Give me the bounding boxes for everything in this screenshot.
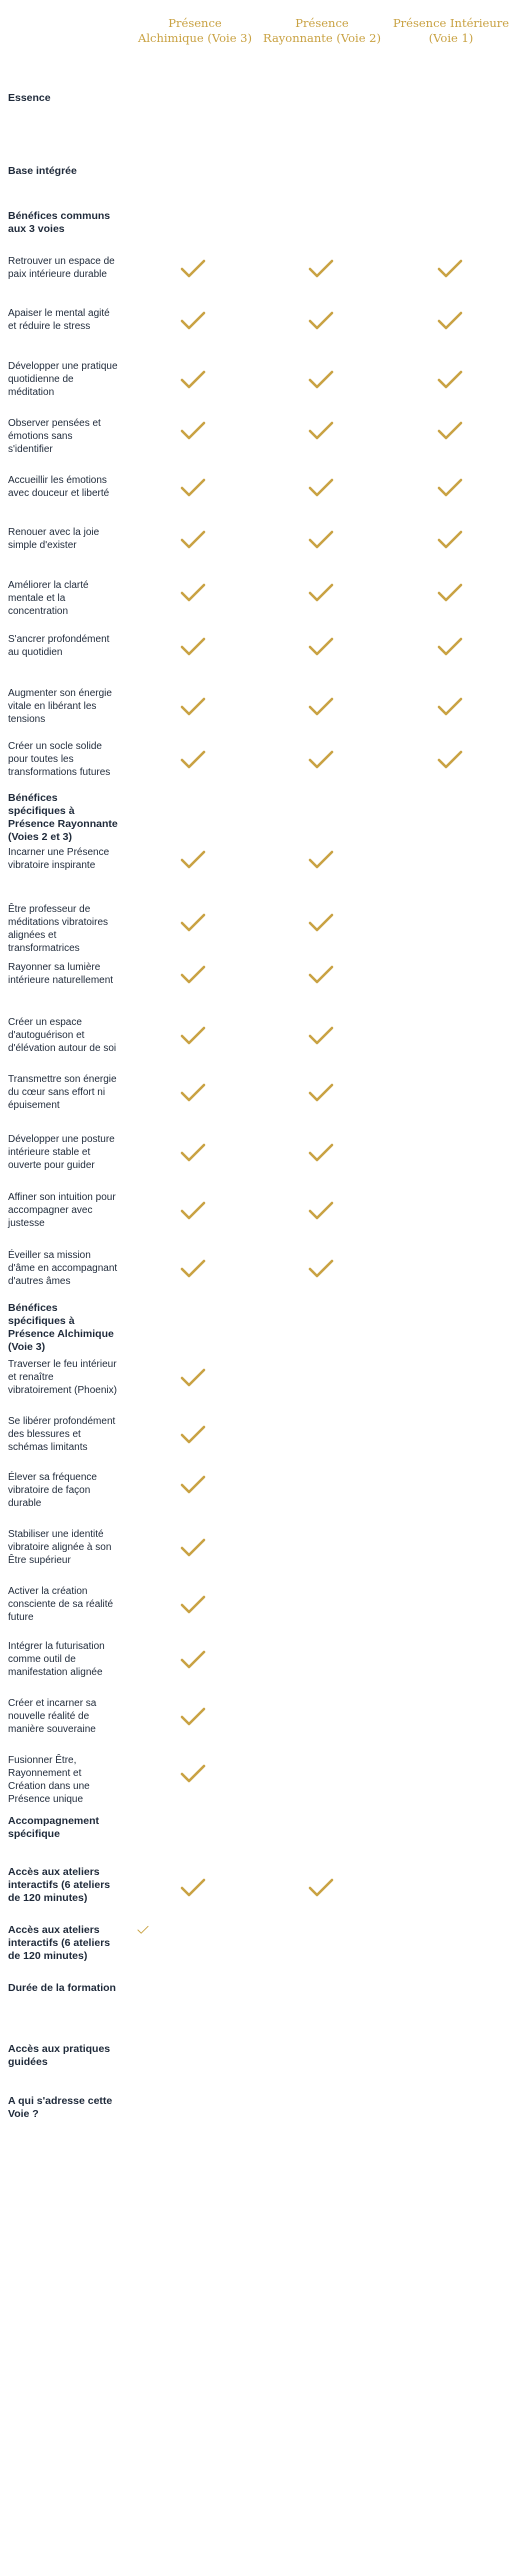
checkmark-icon xyxy=(180,1083,206,1103)
checkmark-icon xyxy=(137,1925,149,1935)
checkmark-icon xyxy=(308,311,334,331)
checkmark-icon xyxy=(437,370,463,390)
checkmark-icon xyxy=(308,1026,334,1046)
checkmark-icon xyxy=(180,850,206,870)
section-label: Accès aux pratiques guidées xyxy=(8,2043,111,2068)
checkmark-icon xyxy=(437,583,463,603)
checkmark-icon xyxy=(180,913,206,933)
checkmark-icon xyxy=(308,1143,334,1163)
row-label: Stabiliser une identité vibratoire alignée à son Être supérieur xyxy=(8,1529,112,1566)
checkmark-icon xyxy=(180,965,206,985)
checkmark-icon xyxy=(437,530,463,550)
checkmark-icon xyxy=(308,583,334,603)
row-label: Traverser le feu intérieur et renaître vibratoirement (Phoenix) xyxy=(8,1359,117,1396)
checkmark-icon xyxy=(308,1083,334,1103)
checkmark-icon xyxy=(180,583,206,603)
checkmark-icon xyxy=(308,530,334,550)
section-label: A qui s'adresse cette Voie ? xyxy=(8,2095,113,2120)
row-label: Développer une posture intérieure stable et ouverte pour guider xyxy=(8,1134,115,1171)
checkmark-icon xyxy=(180,421,206,441)
checkmark-icon xyxy=(180,1764,206,1784)
checkmark-icon xyxy=(437,697,463,717)
column-title-voie-3: Présence Alchimique (Voie 3) xyxy=(138,16,252,45)
checkmark-icon xyxy=(308,1259,334,1279)
checkmark-icon xyxy=(180,530,206,550)
checkmark-icon xyxy=(180,311,206,331)
row-label: Activer la création consciente de sa réalité future xyxy=(8,1586,114,1623)
checkmark-icon xyxy=(180,1707,206,1727)
checkmark-icon xyxy=(308,1878,334,1898)
row-label: Développer une pratique quotidienne de méditation xyxy=(8,361,118,398)
checkmark-icon xyxy=(308,1201,334,1221)
checkmark-icon xyxy=(437,637,463,657)
row-label: Créer un espace d'autoguérison et d'élévation autour de soi xyxy=(8,1017,117,1054)
row-label: S'ancrer profondément au quotidien xyxy=(8,634,110,658)
row-label: Incarner une Présence vibratoire inspirante xyxy=(8,847,110,871)
row-label: Intégrer la futurisation comme outil de manifestation alignée xyxy=(8,1641,105,1678)
checkmark-icon xyxy=(180,750,206,770)
checkmark-icon xyxy=(308,850,334,870)
checkmark-icon xyxy=(437,750,463,770)
checkmark-icon xyxy=(180,1259,206,1279)
checkmark-icon xyxy=(180,259,206,279)
checkmark-icon xyxy=(308,259,334,279)
checkmark-icon xyxy=(180,1201,206,1221)
row-label: Créer un socle solide pour toutes les transformations futures xyxy=(8,741,111,778)
checkmark-icon xyxy=(180,1026,206,1046)
row-label: Être professeur de méditations vibratoires alignées et transformatrices xyxy=(8,904,109,954)
row-label: Rayonner sa lumière intérieure naturellement xyxy=(8,962,114,986)
checkmark-icon xyxy=(308,637,334,657)
checkmark-icon xyxy=(437,478,463,498)
row-label: Élever sa fréquence vibratoire de façon durable xyxy=(8,1472,97,1509)
row-label: Renouer avec la joie simple d'exister xyxy=(8,527,100,551)
checkmark-icon xyxy=(180,478,206,498)
section-label: Base intégrée xyxy=(8,165,77,177)
checkmark-icon xyxy=(308,478,334,498)
checkmark-icon xyxy=(180,1475,206,1495)
row-label: Augmenter son énergie vitale en libérant les tensions xyxy=(8,688,112,725)
column-title-voie-2: Présence Rayonnante (Voie 2) xyxy=(263,16,381,45)
checkmark-icon xyxy=(437,259,463,279)
section-label: Bénéfices communs aux 3 voies xyxy=(8,210,111,235)
checkmark-icon xyxy=(180,1650,206,1670)
checkmark-icon xyxy=(180,1425,206,1445)
checkmark-icon xyxy=(180,1368,206,1388)
section-label: Durée de la formation xyxy=(8,1982,116,1994)
checkmark-icon xyxy=(308,697,334,717)
row-label: Retrouver un espace de paix intérieure durable xyxy=(8,256,115,280)
checkmark-icon xyxy=(180,1538,206,1558)
checkmark-icon xyxy=(308,750,334,770)
checkmark-icon xyxy=(180,1878,206,1898)
row-label: Apaiser le mental agité et réduire le stress xyxy=(8,308,110,332)
checkmark-icon xyxy=(437,421,463,441)
checkmark-icon xyxy=(180,637,206,657)
row-label: Se libérer profondément des blessures et schémas limitants xyxy=(8,1416,116,1453)
column-title-voie-1: Présence Intérieure (Voie 1) xyxy=(392,16,510,45)
row-label: Affiner son intuition pour accompagner avec justesse xyxy=(8,1192,116,1229)
comparison-header xyxy=(0,16,514,56)
row-label: Éveiller sa mission d'âme en accompagnant d'autres âmes xyxy=(8,1250,118,1287)
checkmark-icon xyxy=(180,370,206,390)
checkmark-icon xyxy=(180,697,206,717)
checkmark-icon xyxy=(308,421,334,441)
row-label: Transmettre son énergie du cœur sans effort ni épuisement xyxy=(8,1074,117,1111)
row-label: Observer pensées et émotions sans s'identifier xyxy=(8,418,101,455)
checkmark-icon xyxy=(437,311,463,331)
row-label: Accueillir les émotions avec douceur et liberté xyxy=(8,475,110,499)
row-label: Améliorer la clarté mentale et la concentration xyxy=(8,580,89,617)
section-label: Bénéfices spécifiques à Présence Alchimique (Voie 3) xyxy=(8,1302,114,1353)
row-label: Créer et incarner sa nouvelle réalité de manière souveraine xyxy=(8,1698,97,1735)
section-label: Accompagnement spécifique xyxy=(8,1815,100,1840)
checkmark-icon xyxy=(180,1595,206,1615)
checkmark-icon xyxy=(308,965,334,985)
checkmark-icon xyxy=(308,913,334,933)
checkmark-icon xyxy=(180,1143,206,1163)
section-label: Essence xyxy=(8,92,51,104)
section-label: Accès aux ateliers interactifs (6 ateliers de 120 minutes) xyxy=(8,1924,111,1962)
row-label: Fusionner Être, Rayonnement et Création dans une Présence unique xyxy=(8,1755,90,1805)
checkmark-icon xyxy=(308,370,334,390)
section-label: Accès aux ateliers interactifs (6 ateliers de 120 minutes) xyxy=(8,1866,111,1904)
section-label: Bénéfices spécifiques à Présence Rayonnante (Voies 2 et 3) xyxy=(8,792,118,843)
